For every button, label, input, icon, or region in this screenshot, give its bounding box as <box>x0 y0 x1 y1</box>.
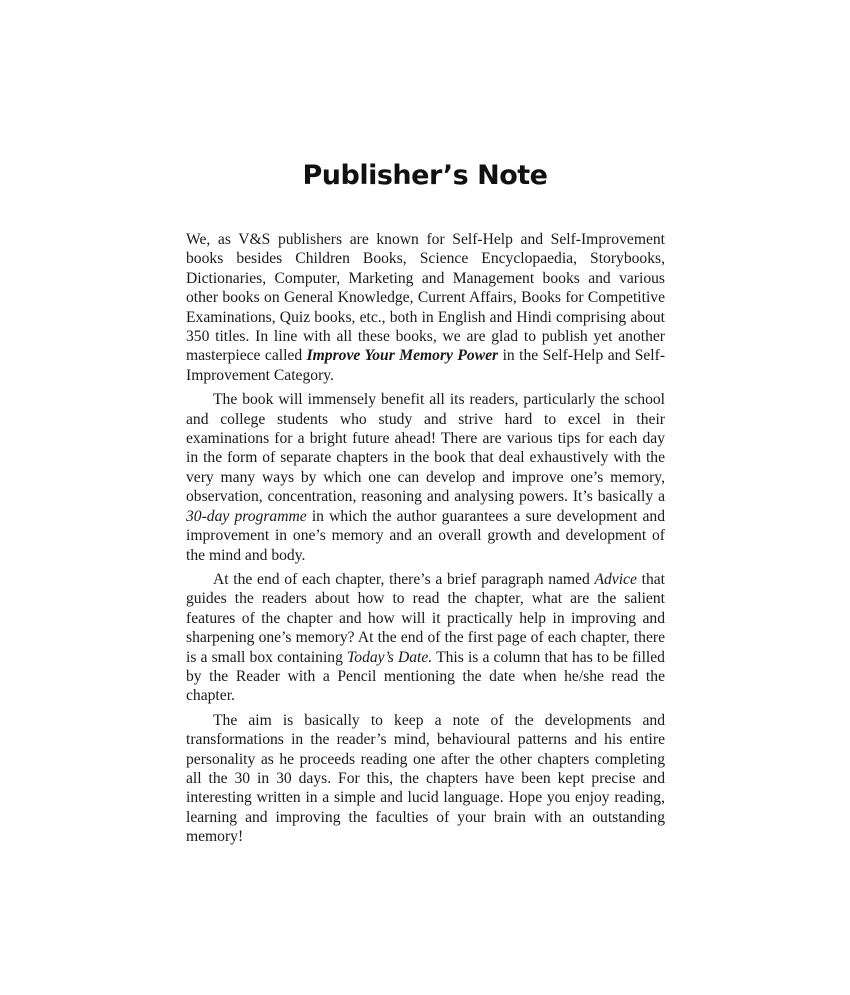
paragraph-3-text-b: that guides the readers about how to read the chapter, what are the salient features of the chapter and how will it practically help in improving and sharpening one’s memory? At the end of the first page of each chapter, there is a small box containing <box>186 570 665 666</box>
programme-emphasis: 30-day programme <box>186 507 307 525</box>
paragraph-3-text-c: This is a column that has to be filled by the Reader with a Pencil mentioning the date when he/she read the chapter. <box>186 648 665 705</box>
paragraph-3 <box>186 570 665 706</box>
paragraph-3-text-a: At the end of each chapter, there’s a brief paragraph named <box>213 570 595 588</box>
paragraph-2 <box>186 390 665 565</box>
paragraph-1-text-b: in the Self-Help and Self-Improvement Category. <box>186 347 666 384</box>
paragraph-2-text-a: The book will immensely benefit all its readers, particularly the school and college students who study and strive hard to excel in their examinations for a bright future ahead! There are various tips for each day in the form of separate chapters in the book that deal exhaustively with the very many ways by which one can develop and improve one’s memory, observation, concentration, reasoning and analysing powers. It’s basically a <box>186 391 665 506</box>
page-title: Publisher’s Note <box>302 160 548 191</box>
book-title-emphasis: Improve Your Memory Power <box>306 347 499 365</box>
paragraph-1 <box>186 230 665 385</box>
paragraph-2-text-b: in which the author guarantees a sure development and improvement in one’s memory and an overall growth and development of the mind and body. <box>186 507 666 564</box>
advice-emphasis: Advice <box>594 570 637 588</box>
todays-date-emphasis: Today’s Date. <box>347 648 433 666</box>
paragraph-4: The aim is basically to keep a note of the developments and transformations in the reader’s mind, behavioural patterns and his entire personality as he proceeds reading one after the other chapters completing all the 30 in 30 days. For this, the chapters have been kept precise and interesting written in a simple and lucid language. Hope you enjoy reading, learning and improving the faculties of your brain with an outstanding memory! <box>186 711 665 846</box>
paragraph-1-text-a: We, as V&S publishers are known for Self-Help and Self-Improvement books besides Children Books, Science Encyclopaedia, Storybooks, Dictionaries, Computer, Marketing and Management books and various other books on General Knowledge, Current Affairs, Books for Competitive Examinations, Quiz books, etc., both in English and Hindi comprising about 350 titles. In line with all these books, we are glad to publish yet another masterpiece called <box>186 231 665 365</box>
document-body <box>186 230 665 852</box>
